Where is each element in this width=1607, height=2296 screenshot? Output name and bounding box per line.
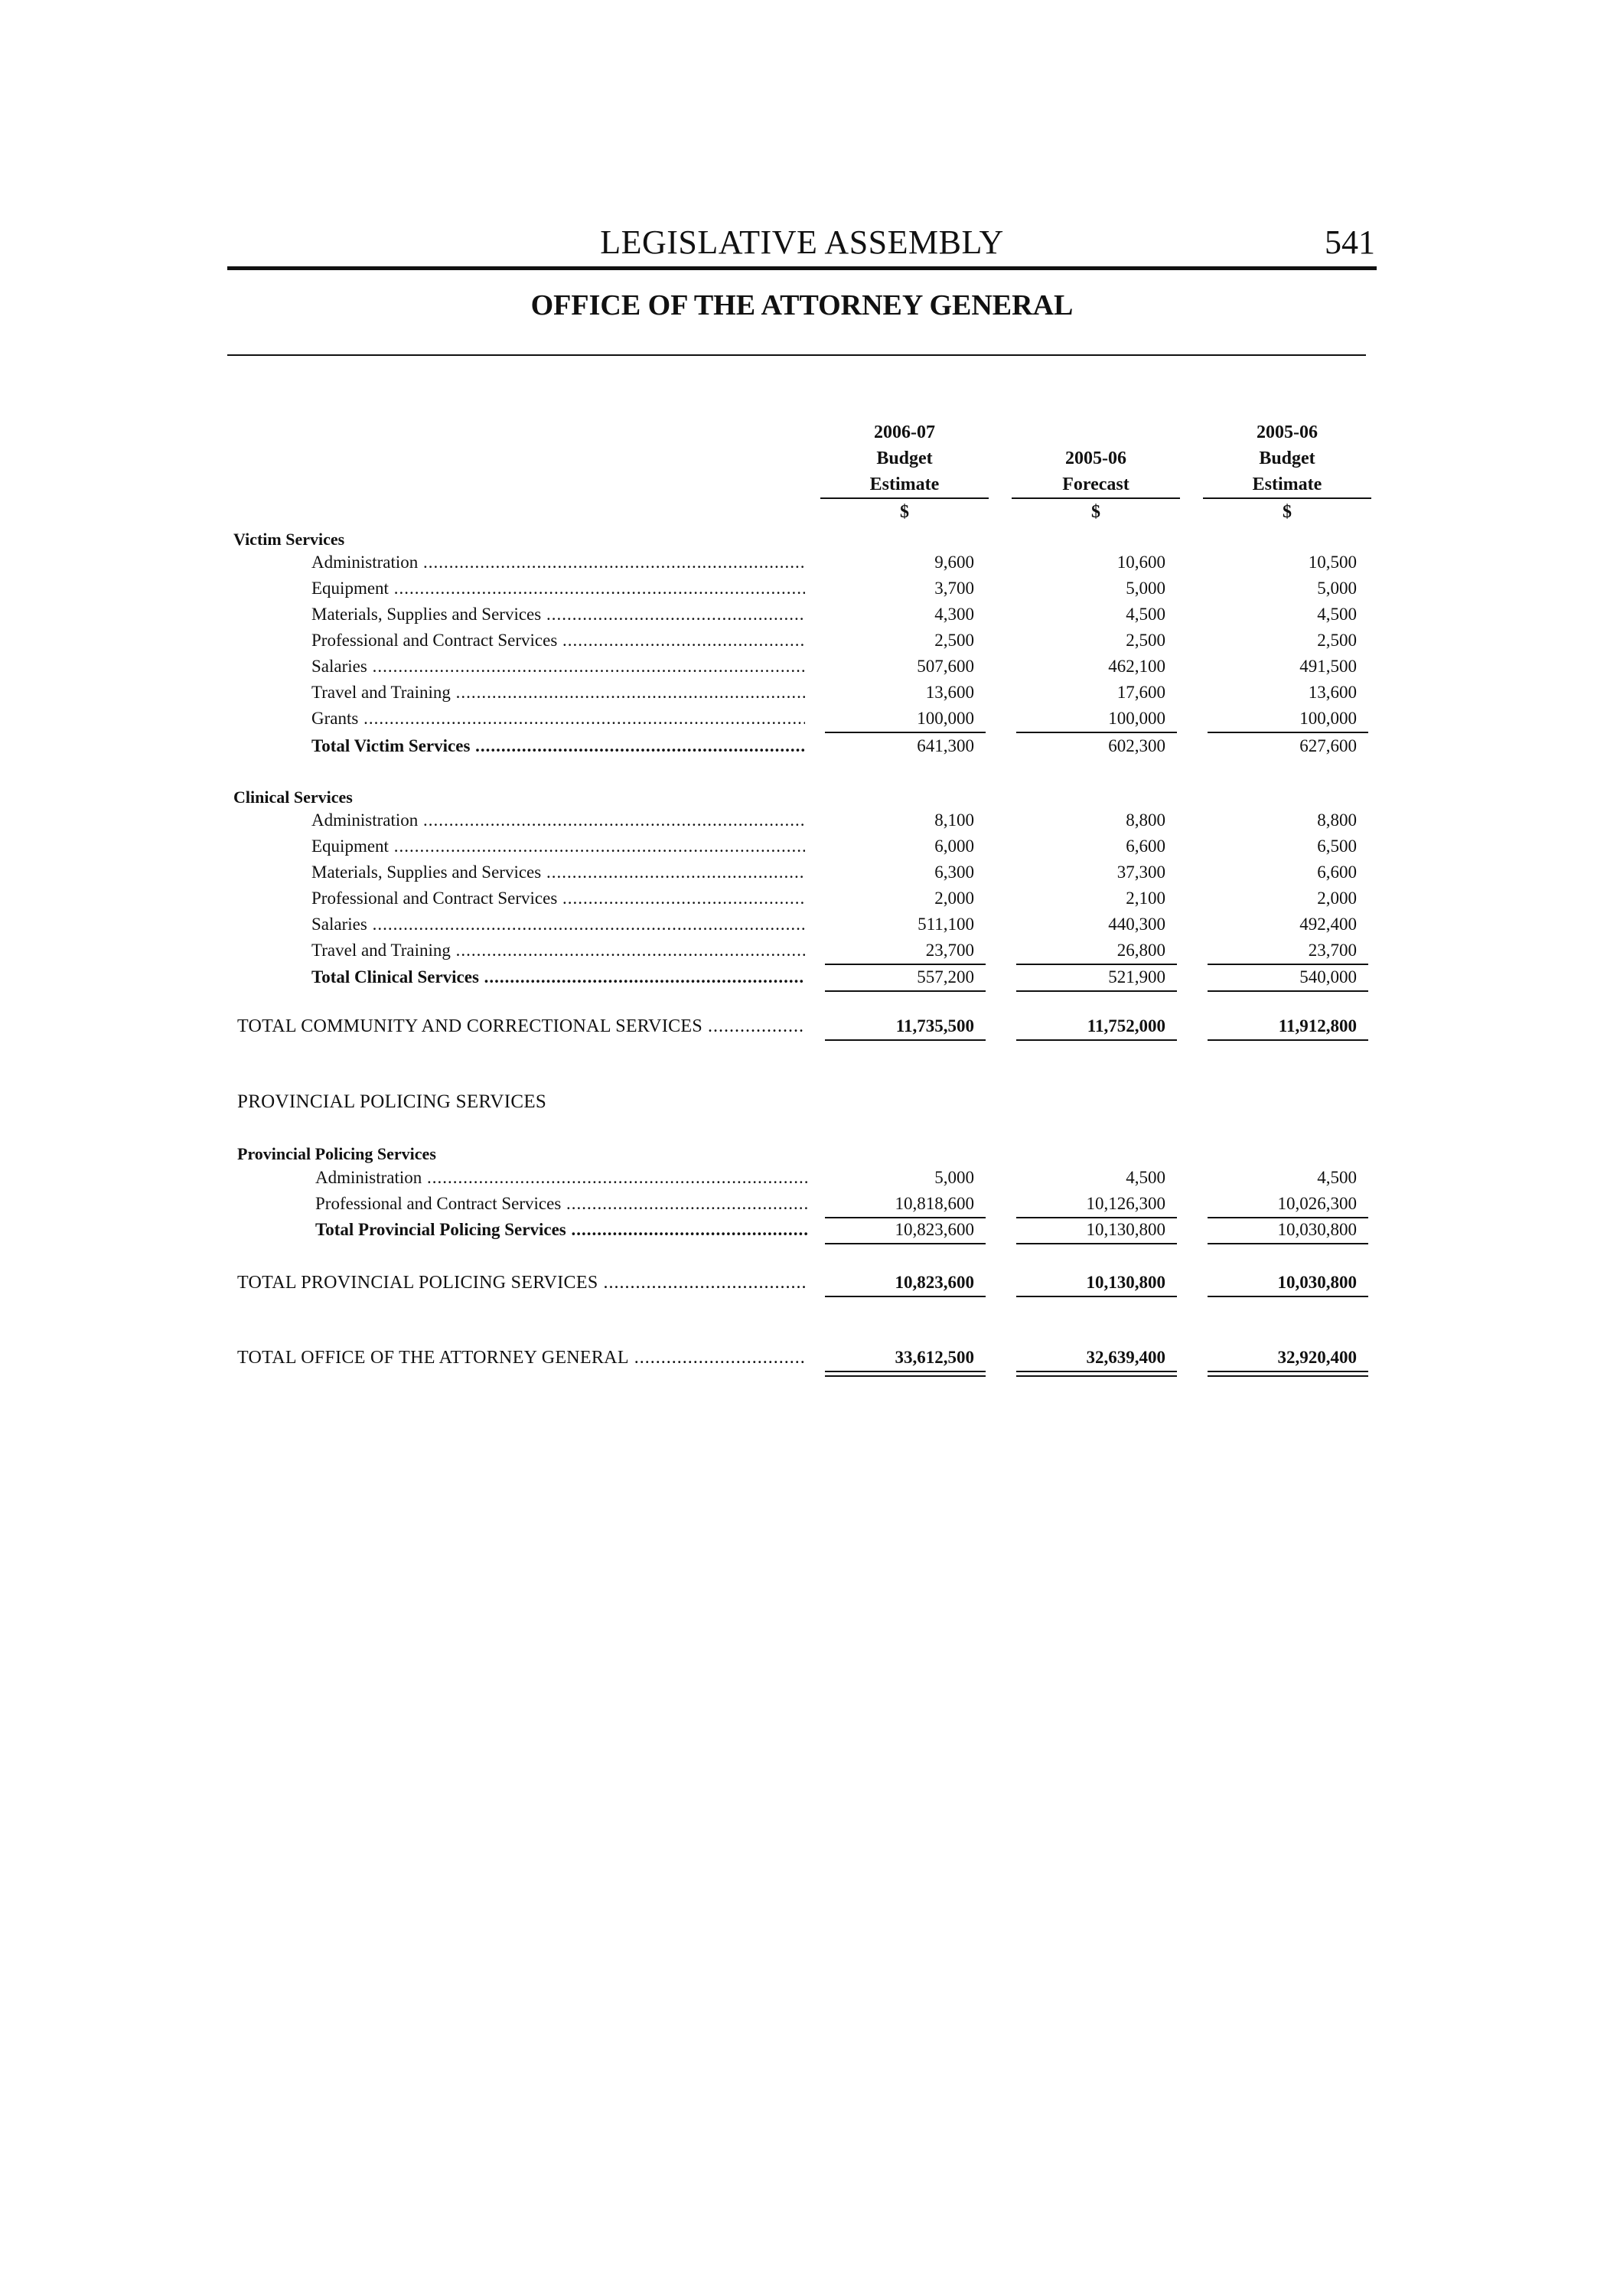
total-office-row [0,1345,1607,1371]
table-row [0,833,1607,859]
column-header-line: 2005-06 [1065,448,1126,468]
running-head: LEGISLATIVE ASSEMBLY [600,223,1004,261]
value-2005-06-budget: 2,000 [1317,889,1357,908]
value-2005-06-forecast: 10,130,800 [1086,1273,1165,1292]
value-2005-06-budget: 10,026,300 [1277,1194,1357,1213]
row-label: Total Victim Services ..... [311,733,805,759]
value-2005-06-forecast: 2,500 [1126,631,1165,650]
value-2006-07-budget: 557,200 [917,967,974,987]
row-label: Travel and Training ..... [311,680,805,706]
value-2006-07-budget: 9,600 [934,553,974,572]
value-2005-06-forecast: 521,900 [1108,967,1165,987]
value-2006-07-budget: 10,823,600 [895,1220,974,1239]
total-provincial-row [0,1270,1607,1296]
table-row [0,550,1607,576]
row-label: Grants ..... [311,706,805,732]
row-label: Salaries ..... [311,912,805,938]
column-header-line: Budget [876,448,933,468]
row-label: Equipment ..... [311,833,805,859]
section-title-provincial-policing: Provincial Policing Services [237,1144,436,1163]
row-label: Travel and Training ..... [311,938,805,964]
value-2005-06-budget: 6,600 [1317,863,1357,882]
row-label: Administration ..... [311,550,805,576]
value-2005-06-forecast: 5,000 [1126,579,1165,598]
table-row [0,885,1607,912]
total-rule [1208,1039,1368,1041]
section-title-victim-services: Victim Services [233,530,345,549]
value-2006-07-budget: 2,500 [934,631,974,650]
value-2005-06-budget: 492,400 [1299,915,1357,934]
value-2005-06-budget: 10,030,800 [1277,1273,1357,1292]
value-2005-06-forecast: 2,100 [1126,889,1165,908]
table-row [0,576,1607,602]
value-2005-06-budget: 540,000 [1299,967,1357,987]
table-row [0,1191,1607,1217]
column-header-line: Forecast [1062,475,1129,494]
value-2005-06-budget: 627,600 [1299,736,1357,755]
value-2005-06-budget: 2,500 [1317,631,1357,650]
table-row [0,1165,1607,1191]
row-label: Professional and Contract Services ..... [311,628,805,654]
value-2006-07-budget: 13,600 [925,683,974,702]
page-number: 541 [1325,223,1375,261]
value-2006-07-budget: 6,000 [934,837,974,856]
row-label: Equipment ..... [311,576,805,602]
total-rule [825,1243,986,1244]
row-label: TOTAL COMMUNITY AND CORRECTIONAL SERVICES ..... [237,1013,805,1039]
value-2005-06-budget: 4,500 [1317,605,1357,624]
grand-total-rule [1208,1375,1368,1377]
table-row [0,859,1607,885]
value-2005-06-forecast: 11,752,000 [1087,1016,1165,1035]
table-row [0,602,1607,628]
value-2006-07-budget: 511,100 [918,915,974,934]
column-header-line: Estimate [1252,475,1322,494]
table-total-row [0,733,1607,759]
value-2005-06-forecast: 440,300 [1108,915,1165,934]
row-label: Administration ..... [315,1165,809,1191]
row-label: Materials, Supplies and Services ..... [311,859,805,885]
grand-total-rule [825,1371,986,1372]
total-rule [825,1296,986,1297]
value-2006-07-budget: 10,818,600 [895,1194,974,1213]
row-label: Total Clinical Services ..... [311,964,805,990]
provincial-policing-heading: PROVINCIAL POLICING SERVICES [237,1091,547,1112]
page-header [227,222,1377,270]
value-2006-07-budget: 33,612,500 [895,1348,974,1367]
total-rule [825,1039,986,1041]
table-row [0,938,1607,964]
grand-total-rule [1208,1371,1368,1372]
value-2005-06-forecast: 10,600 [1116,553,1165,572]
value-2006-07-budget: 5,000 [934,1168,974,1187]
table-row [0,680,1607,706]
column-unit: $ [900,502,909,522]
table-total-row [0,1217,1607,1243]
value-2006-07-budget: 507,600 [917,657,974,676]
value-2005-06-forecast: 8,800 [1126,810,1165,830]
column-unit: $ [1283,502,1292,522]
row-label: TOTAL PROVINCIAL POLICING SERVICES ..... [237,1270,805,1296]
value-2006-07-budget: 4,300 [934,605,974,624]
value-2005-06-budget: 491,500 [1299,657,1357,676]
column-header-line: Estimate [869,475,940,494]
value-2005-06-forecast: 10,126,300 [1086,1194,1165,1213]
total-rule [1016,1243,1177,1244]
grand-total-rule [1016,1371,1177,1372]
value-2005-06-budget: 8,800 [1317,810,1357,830]
grand-total-rule [825,1375,986,1377]
row-label: Professional and Contract Services ..... [315,1191,809,1217]
row-label: Salaries ..... [311,654,805,680]
total-rule [1208,990,1368,992]
value-2005-06-budget: 13,600 [1308,683,1357,702]
total-rule [1016,990,1177,992]
row-label: Materials, Supplies and Services ..... [311,602,805,628]
table-row [0,807,1607,833]
value-2005-06-forecast: 4,500 [1126,1168,1165,1187]
value-2006-07-budget: 641,300 [917,736,974,755]
office-title: OFFICE OF THE ATTORNEY GENERAL [530,289,1074,321]
value-2005-06-budget: 10,030,800 [1277,1220,1357,1239]
value-2006-07-budget: 11,735,500 [895,1016,974,1035]
value-2005-06-budget: 10,500 [1308,553,1357,572]
table-row [0,654,1607,680]
total-rule [825,990,986,992]
total-rule [1016,1039,1177,1041]
value-2006-07-budget: 3,700 [934,579,974,598]
title-rule [227,354,1366,356]
value-2005-06-budget: 4,500 [1317,1168,1357,1187]
value-2005-06-budget: 23,700 [1308,941,1357,960]
row-label: TOTAL OFFICE OF THE ATTORNEY GENERAL ..... [237,1345,805,1371]
table-row [0,628,1607,654]
column-unit: $ [1091,502,1100,522]
row-label: Administration ..... [311,807,805,833]
table-row [0,912,1607,938]
value-2005-06-budget: 5,000 [1317,579,1357,598]
value-2006-07-budget: 100,000 [917,709,974,728]
column-header-line: 2005-06 [1257,422,1318,442]
value-2005-06-forecast: 37,300 [1116,863,1165,882]
total-community-row [0,1013,1607,1039]
value-2005-06-forecast: 4,500 [1126,605,1165,624]
total-rule [1208,1243,1368,1244]
value-2005-06-forecast: 100,000 [1108,709,1165,728]
column-header-2006-07-budget-estimate [820,419,989,522]
value-2005-06-forecast: 462,100 [1108,657,1165,676]
value-2005-06-forecast: 32,639,400 [1086,1348,1165,1367]
value-2005-06-budget: 100,000 [1299,709,1357,728]
column-header-line: 2006-07 [874,422,935,442]
value-2005-06-forecast: 6,600 [1126,837,1165,856]
value-2006-07-budget: 23,700 [925,941,974,960]
column-header-line: Budget [1259,448,1315,468]
value-2005-06-budget: 32,920,400 [1277,1348,1357,1367]
total-rule [1016,1296,1177,1297]
value-2006-07-budget: 6,300 [934,863,974,882]
column-header-2005-06-budget-estimate [1203,419,1371,522]
value-2005-06-budget: 11,912,800 [1278,1016,1357,1035]
total-rule [1208,1296,1368,1297]
value-2005-06-forecast: 17,600 [1116,683,1165,702]
value-2005-06-budget: 6,500 [1317,837,1357,856]
value-2006-07-budget: 2,000 [934,889,974,908]
value-2005-06-forecast: 602,300 [1108,736,1165,755]
table-row [0,706,1607,732]
section-title-clinical-services: Clinical Services [233,788,353,807]
grand-total-rule [1016,1375,1177,1377]
value-2006-07-budget: 8,100 [934,810,974,830]
row-label: Professional and Contract Services ..... [311,885,805,912]
row-label: Total Provincial Policing Services ..... [315,1217,809,1243]
value-2006-07-budget: 10,823,600 [895,1273,974,1292]
value-2005-06-forecast: 10,130,800 [1086,1220,1165,1239]
table-total-row [0,964,1607,990]
value-2005-06-forecast: 26,800 [1116,941,1165,960]
column-header-2005-06-forecast [1012,445,1180,522]
